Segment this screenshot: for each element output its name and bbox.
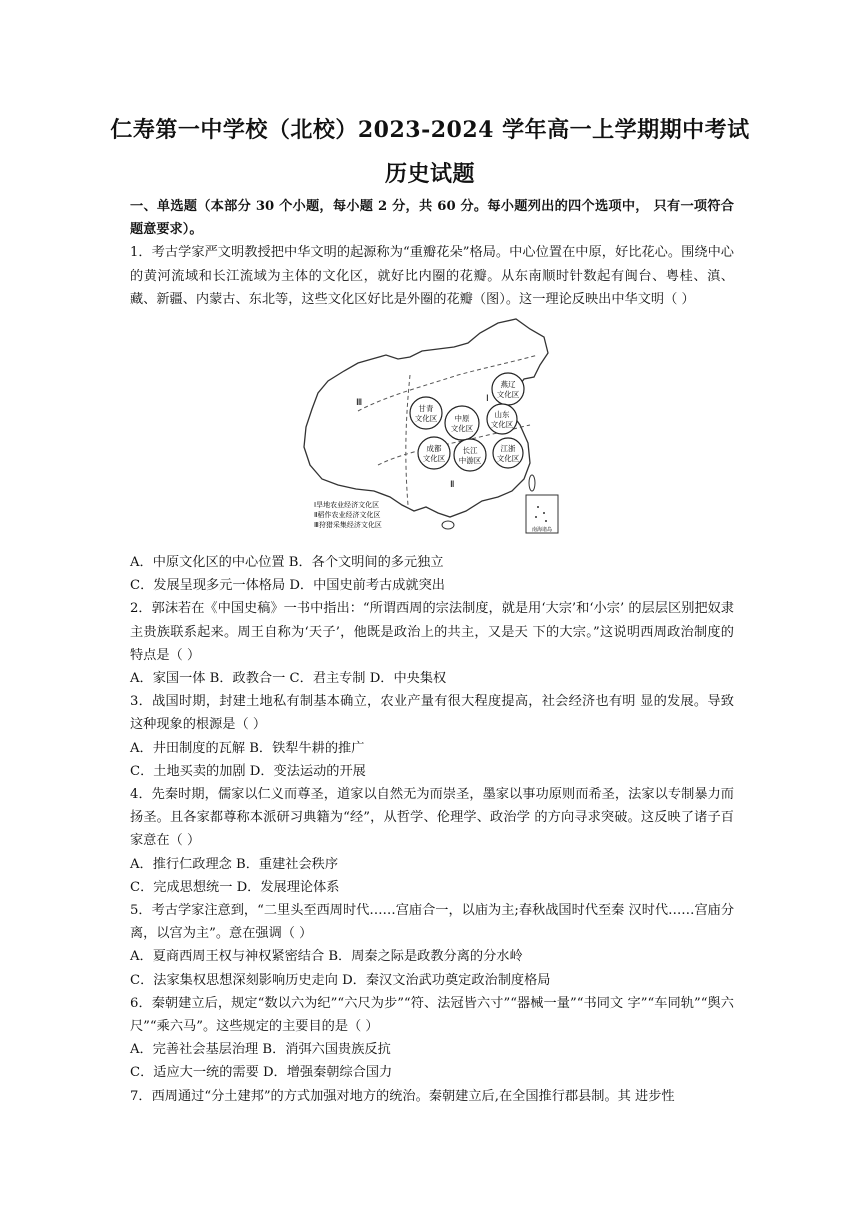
hainan-island [442, 521, 454, 529]
zone-mark: Ⅲ [356, 398, 363, 409]
region-label: 文化区 [422, 454, 446, 464]
question-option-row: A．夏商西周王权与神权紧密结合 B．周秦之际是政教分离的分水岭 [130, 949, 523, 965]
zone-mark: Ⅱ [450, 480, 455, 491]
region-label: 长江 [462, 446, 478, 456]
region-label: 燕辽 [500, 380, 516, 390]
china-culture-map [298, 315, 563, 547]
section-heading: 一、单选题（本部分 30 个小题，每小题 2 分，共 60 分。每小题列出的四个选项中， 只有一项符合题意要求）。 [130, 199, 734, 238]
region-label: 成都 [426, 444, 442, 454]
region-label: 中原 [454, 414, 470, 424]
region-label: 文化区 [450, 424, 474, 434]
region-label: 文化区 [496, 454, 520, 464]
zone-boundary [406, 375, 410, 505]
region-label: 文化区 [414, 414, 438, 424]
region-changjiang [454, 439, 486, 471]
zone-mark: Ⅰ [486, 394, 489, 405]
exam-subject-title: 历史试题 [384, 161, 475, 187]
region-gansu [410, 397, 442, 429]
culture-map-figure [130, 315, 734, 547]
region-jiangzhe [493, 438, 523, 468]
question-stem: 7．西周通过“分土建邦”的方式加强对地方的统治。秦朝建立后,在全国推行郡县制。其 进步性 [130, 1088, 675, 1104]
question-stem: 1．考古学家严文明教授把中华文明的起源称为“重瓣花朵”格局。中心位置在中原，好比花心。围绕中心的黄河流域和长江流域为主体的文化区，就好比内圈的花瓣。从东南顺时针数起有闽台、粤桂、滇、藏、新疆、内蒙古、东北等，这些文化区好比是外圈的花瓣（图）。这一理论反映出中华文明（ ） [130, 245, 734, 307]
question-stem: 2．郭沫若在《中国史稿》一书中指出：“所谓西周的宗法制度，就是用‘大宗’和‘小宗’ 的层层区别把奴隶主贵族联系起来。周王自称为‘天子’，他既是政治上的共主，又是天 下的大宗。”这说明西周政治制度的特点是（ ） [130, 601, 734, 663]
question-option-row: C．完成思想统一 D．发展理论体系 [130, 879, 340, 895]
question-option-row: C．发展呈现多元一体格局 D．中国史前考古成就突出 [130, 578, 445, 594]
map-legend [314, 500, 382, 529]
legend-entry: Ⅲ狩猎采集经济文化区 [314, 521, 382, 530]
question-option-row: C．土地买卖的加剧 D．变法运动的开展 [130, 763, 366, 779]
question-option-row: C．适应大一统的需要 D．增强秦朝综合国力 [130, 1065, 393, 1081]
region-chengdu [418, 437, 450, 469]
exam-title: 仁寿第一中学校（北校）2023-2024 学年高一上学期期中考试 [110, 117, 750, 143]
question-option-row: A．中原文化区的中心位置 B．各个文明间的多元独立 [130, 555, 444, 571]
region-label: 甘青 [418, 404, 434, 414]
region-shandong [487, 404, 517, 434]
legend-entry: Ⅰ旱地农业经济文化区 [314, 501, 380, 510]
region-label: 江浙 [500, 444, 516, 454]
region-label: 文化区 [496, 390, 520, 400]
question-option-row: C．法家集权思想深刻影响历史走向 D．秦汉文治武功奠定政治制度格局 [130, 972, 551, 988]
question-stem: 6．秦朝建立后，规定“数以六为纪”“六尺为步”“符、法冠皆六寸”“器械一量”“书同文 字”“车同轨”“舆六尺”“乘六马”。这些规定的主要目的是（ ） [130, 995, 734, 1035]
taiwan-island [529, 475, 535, 491]
question-option-row: A．完善社会基层治理 B．消弭六国贵族反抗 [130, 1042, 391, 1058]
question-stem: 3．战国时期，封建土地私有制基本确立，农业产量有很大程度提高，社会经济也有明 显的发展。导致这种现象的根源是（ ） [130, 694, 734, 733]
question-stem: 5．考古学家注意到，“二里头至西周时代……宫庙合一，以庙为主;春秋战国时代至秦 汉时代……宫庙分离，以宫为主”。意在强调（ ） [130, 903, 735, 942]
region-zhongyuan [445, 406, 479, 440]
inset-caption: 南海诸岛 [531, 527, 553, 534]
region-label: 中游区 [458, 456, 482, 466]
region-label: 文化区 [490, 420, 514, 430]
region-yanliao [492, 373, 524, 405]
legend-entry: Ⅱ稻作农业经济文化区 [314, 511, 381, 520]
question-option-row: A．井田制度的瓦解 B．铁犁牛耕的推广 [130, 740, 365, 756]
region-label: 山东 [494, 410, 510, 420]
exam-body [130, 195, 734, 1108]
question-stem: 4．先秦时期，儒家以仁义而尊圣，道家以自然无为而崇圣，墨家以事功原则而希圣，法家以专制暴力而扬圣。且各家都尊称本派研习典籍为“经”，从哲学、伦理学、政治学 的方向寻求突破。这反映了诸子百家意在（ ） [130, 787, 734, 849]
question-option-row: A．推行仁政理念 B．重建社会秩序 [130, 856, 339, 872]
south-china-sea-inset [526, 495, 558, 533]
question-option-row: A．家国一体 B．政教合一 C．君主专制 D．中央集权 [130, 671, 447, 687]
